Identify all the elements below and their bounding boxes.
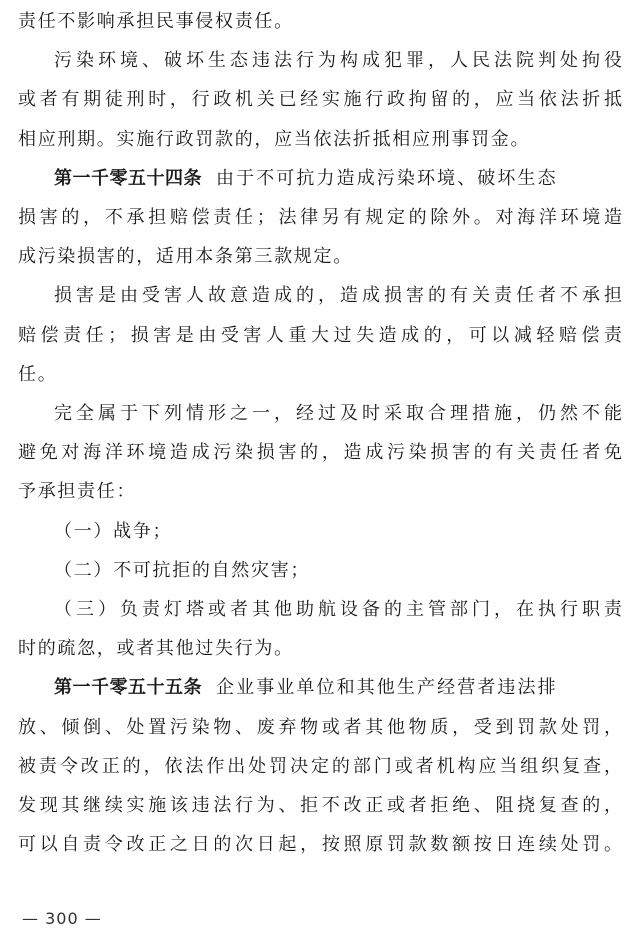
line-text: 时的疏忽，或者其他过失行为。 (18, 638, 294, 660)
line-text: 责任不影响承担民事侵权责任。 (18, 11, 294, 32)
text-line (54, 284, 622, 308)
line-text: 或者有期徒刑时，行政机关已经实施行政拘留的，应当依法折抵 (18, 89, 622, 111)
text-line (18, 833, 622, 857)
line-text: 任。 (18, 363, 58, 385)
line-text: 放、倾倒、处置污染物、废弃物或者其他物质，受到罚款处罚， (18, 716, 622, 738)
article-heading: 第一千零五十五条 (54, 677, 202, 699)
line-text: 相应刑期。实施行政罚款的，应当依法折抵相应刑事罚金。 (18, 128, 531, 150)
text-line (54, 49, 622, 73)
text-line (18, 637, 622, 661)
line-text: 损害的，不承担赔偿责任；法律另有规定的除外。对海洋环境造 (18, 207, 622, 228)
text-line (18, 755, 622, 779)
text-line (54, 167, 622, 191)
line-text: 完全属于下列情形之一，经过及时采取合理措施，仍然不能 (54, 403, 622, 424)
line-text: 发现其继续实施该违法行为、拒不改正或者拒绝、阻挠复查的， (18, 795, 622, 816)
text-line (18, 363, 622, 387)
page-number: — 300 — (22, 909, 102, 928)
line-text: 损害是由受害人故意造成的，造成损害的有关责任者不承担 (54, 285, 622, 307)
text-line (18, 88, 622, 112)
text-line (18, 324, 622, 348)
text-line (18, 206, 622, 230)
text-line (18, 245, 622, 269)
line-text: （二）不可抗拒的自然灾害； (54, 559, 311, 581)
article-heading: 第一千零五十四条 (54, 167, 202, 189)
line-text: 企业事业单位和其他生产经营者违法排 (216, 677, 558, 699)
text-line (18, 128, 622, 152)
line-text: 被责令改正的，依法作出处罚决定的部门或者机构应当组织复查， (18, 755, 622, 777)
line-text: 赔偿责任；损害是由受害人重大过失造成的，可以减轻赔偿责 (18, 324, 622, 346)
line-text: 由于不可抗力造成污染环境、破坏生态 (216, 167, 558, 189)
line-text: 可以自责令改正之日的次日起，按照原罚款数额按日连续处罚。 (18, 834, 622, 856)
text-line (18, 10, 622, 34)
text-line (54, 559, 622, 583)
line-text: （三）负责灯塔或者其他助航设备的主管部门，在执行职责 (54, 599, 622, 620)
line-text: （一）战争； (54, 520, 173, 542)
text-line (54, 520, 622, 544)
line-text: 予承担责任： (18, 481, 137, 503)
text-line (18, 794, 622, 818)
text-line (54, 676, 622, 700)
line-text: 污染环境、破坏生态违法行为构成犯罪，人民法院判处拘役 (54, 50, 622, 72)
text-line (18, 716, 622, 740)
text-line (18, 480, 622, 504)
text-line (54, 402, 622, 426)
text-line (54, 598, 622, 622)
text-line (18, 441, 622, 465)
line-text: 成污染损害的，适用本条第三款规定。 (18, 246, 353, 268)
line-text: 避免对海洋环境造成污染损害的，造成污染损害的有关责任者免 (18, 442, 622, 464)
